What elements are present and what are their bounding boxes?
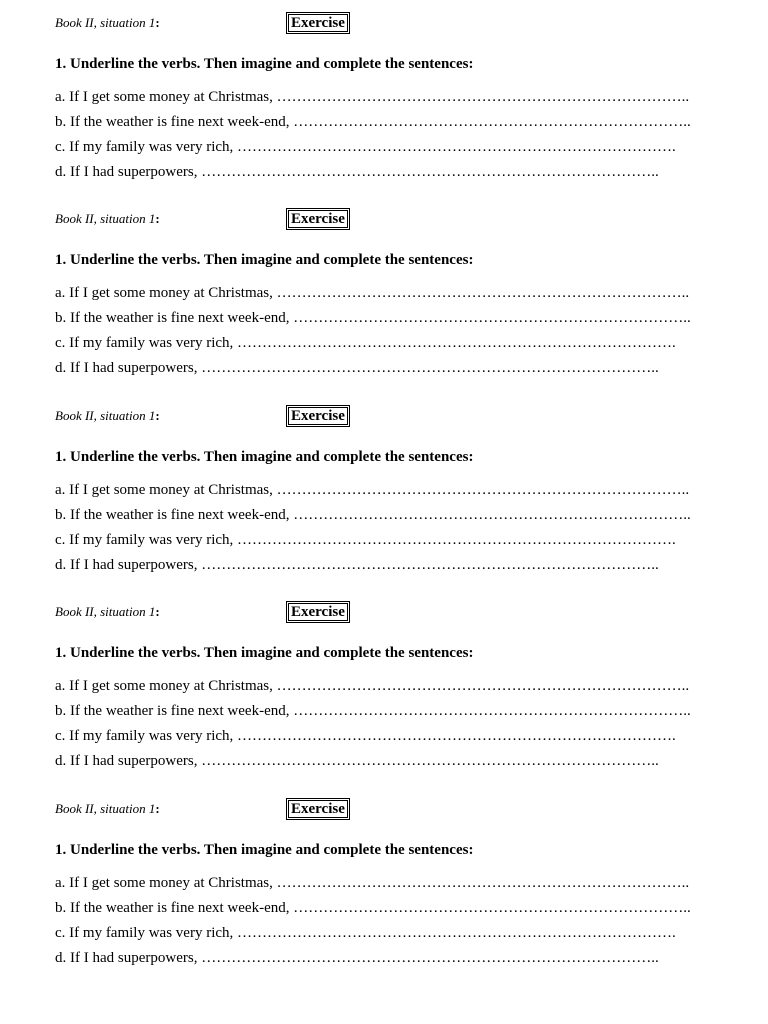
exercise-title-box: Exercise: [286, 405, 350, 427]
sentence-a: a. If I get some money at Christmas, ………………………………………………………………………..: [55, 482, 690, 498]
sentence-b: b. If the weather is fine next week-end, ……………………………………………………………………..: [55, 114, 691, 130]
instruction-heading: 1. Underline the verbs. Then imagine and complete the sentences:: [55, 842, 474, 858]
instruction-heading: 1. Underline the verbs. Then imagine and complete the sentences:: [55, 449, 474, 465]
sentence-d: d. If I had superpowers, ………………………………………………………………………………..: [55, 950, 659, 966]
sentence-c: c. If my family was very rich, …………………………………………………………………………….: [55, 335, 676, 351]
sentence-a: a. If I get some money at Christmas, ………………………………………………………………………..: [55, 678, 690, 694]
situation-label: Book II, situation 1:: [55, 801, 160, 816]
exercise-title-box: Exercise: [286, 798, 350, 820]
situation-label: Book II, situation 1:: [55, 211, 160, 226]
instruction-heading: 1. Underline the verbs. Then imagine and complete the sentences:: [55, 645, 474, 661]
sentence-a: a. If I get some money at Christmas, ………………………………………………………………………..: [55, 285, 690, 301]
sentence-d: d. If I had superpowers, ………………………………………………………………………………..: [55, 360, 659, 376]
exercise-block: [55, 0, 735, 190]
sentence-c: c. If my family was very rich, …………………………………………………………………………….: [55, 139, 676, 155]
situation-label: Book II, situation 1:: [55, 15, 160, 30]
instruction-heading: 1. Underline the verbs. Then imagine and complete the sentences:: [55, 56, 474, 72]
sentence-c: c. If my family was very rich, …………………………………………………………………………….: [55, 728, 676, 744]
exercise-title-box: Exercise: [286, 601, 350, 623]
sentence-b: b. If the weather is fine next week-end, ……………………………………………………………………..: [55, 900, 691, 916]
sentence-d: d. If I had superpowers, ………………………………………………………………………………..: [55, 753, 659, 769]
exercise-block: [55, 786, 735, 976]
block-header: [55, 798, 735, 820]
situation-label: Book II, situation 1:: [55, 604, 160, 619]
sentence-a: a. If I get some money at Christmas, ………………………………………………………………………..: [55, 89, 690, 105]
block-header: [55, 208, 735, 230]
exercise-title-box: Exercise: [286, 12, 350, 34]
sentence-d: d. If I had superpowers, ………………………………………………………………………………..: [55, 164, 659, 180]
block-header: [55, 12, 735, 34]
sentence-b: b. If the weather is fine next week-end, ……………………………………………………………………..: [55, 507, 691, 523]
situation-label: Book II, situation 1:: [55, 408, 160, 423]
sentence-c: c. If my family was very rich, …………………………………………………………………………….: [55, 925, 676, 941]
sentence-d: d. If I had superpowers, ………………………………………………………………………………..: [55, 557, 659, 573]
block-header: [55, 405, 735, 427]
sentence-b: b. If the weather is fine next week-end, ……………………………………………………………………..: [55, 310, 691, 326]
exercise-block: [55, 589, 735, 779]
block-header: [55, 601, 735, 623]
instruction-heading: 1. Underline the verbs. Then imagine and complete the sentences:: [55, 252, 474, 268]
exercise-block: [55, 196, 735, 386]
sentence-a: a. If I get some money at Christmas, ………………………………………………………………………..: [55, 875, 690, 891]
exercise-block: [55, 393, 735, 583]
exercise-title-box: Exercise: [286, 208, 350, 230]
sentence-b: b. If the weather is fine next week-end, ……………………………………………………………………..: [55, 703, 691, 719]
sentence-c: c. If my family was very rich, …………………………………………………………………………….: [55, 532, 676, 548]
